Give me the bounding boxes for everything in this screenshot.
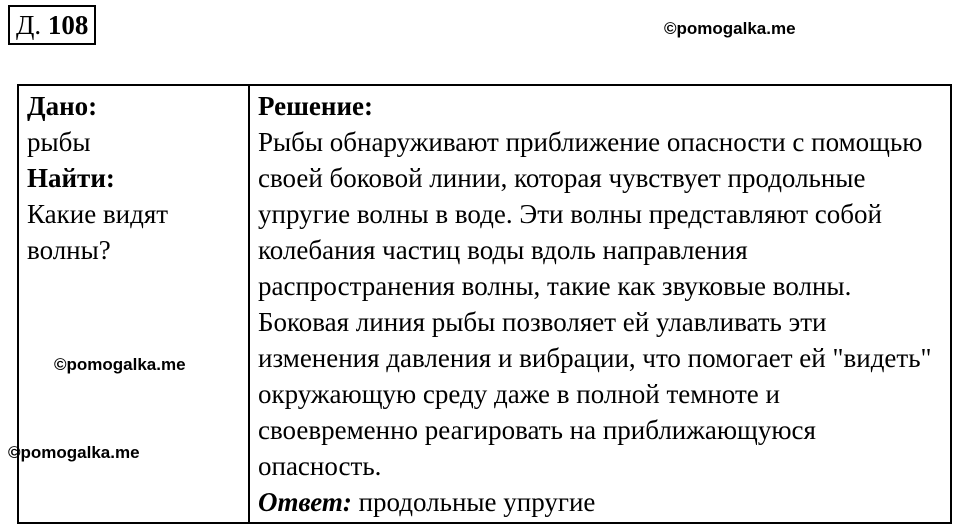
given-value: рыбы xyxy=(27,127,91,157)
answer-line xyxy=(258,484,942,520)
solution-text: Рыбы обнаруживают приближение опасности с помощью своей боковой линии, которая чувствует продольные упругие волны в воде. Эти волны представляют собой колебания частиц воды вдоль направления распространения волны, такие как звуковые волны. Боковая линия рыбы позволяет ей улавливать эти изменения давления и вибрации, что помогает ей "видеть" окружающую среду даже в полной темноте и своевременно реагировать на приближающуюся опасность. xyxy=(258,127,932,481)
answer-label: Ответ: xyxy=(258,487,352,517)
solution-column xyxy=(249,85,951,523)
watermark-bottom: ©pomogalka.me xyxy=(8,443,140,462)
watermark-middle: ©pomogalka.me xyxy=(54,355,186,374)
task-number: 108 xyxy=(47,10,89,40)
solution-table xyxy=(17,84,952,524)
task-number-label xyxy=(8,5,96,45)
answer-value: продольные упругие xyxy=(358,487,596,517)
solution-heading: Решение: xyxy=(258,91,373,121)
watermark-top: ©pomogalka.me xyxy=(664,19,796,38)
task-prefix: Д. xyxy=(16,10,42,40)
find-value: Какие видят волны? xyxy=(27,199,169,265)
given-heading: Дано: xyxy=(27,91,98,121)
find-heading: Найти: xyxy=(27,163,115,193)
